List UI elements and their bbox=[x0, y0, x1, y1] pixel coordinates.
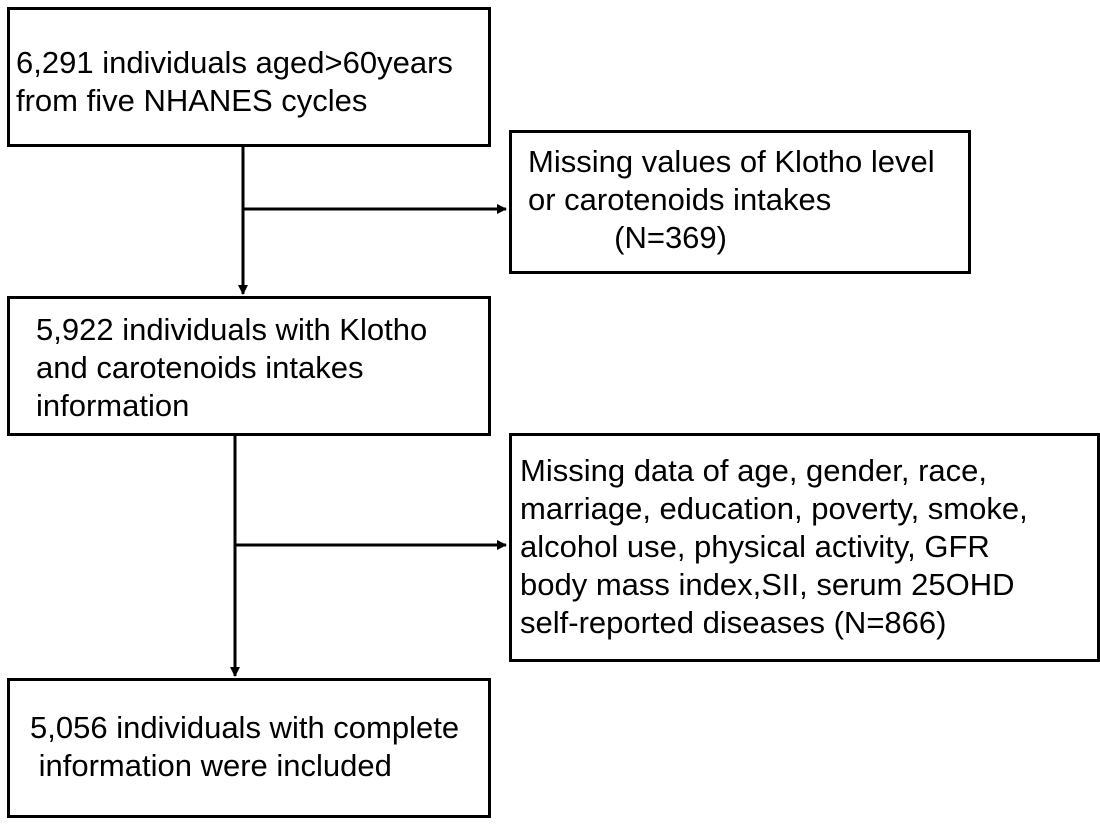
box-text-line: marriage, education, poverty, smoke, bbox=[520, 491, 1028, 526]
box-text-line: from five NHANES cycles bbox=[16, 83, 368, 118]
box-text-line: self-reported diseases (N=866) bbox=[520, 605, 947, 640]
box-text-line: information bbox=[36, 388, 190, 423]
box-text-line: 5,056 individuals with complete bbox=[30, 710, 460, 745]
box-initial-population bbox=[7, 7, 491, 147]
box-text-line: 5,922 individuals with Klotho bbox=[36, 312, 428, 347]
box-text-line: alcohol use, physical activity, GFR bbox=[520, 529, 990, 564]
box-klotho-carotenoids-population bbox=[7, 296, 491, 436]
box-text-line: Missing values of Klotho level bbox=[528, 144, 935, 179]
box-exclusion-missing-covariates bbox=[509, 433, 1100, 662]
box-text-line: body mass index,SII, serum 25OHD bbox=[520, 567, 1015, 602]
box-exclusion-missing-klotho bbox=[509, 130, 971, 274]
box-final-population bbox=[7, 678, 491, 818]
box-text-line: (N=369) bbox=[528, 220, 727, 255]
box-text-line: 6,291 individuals aged>60years bbox=[16, 45, 453, 80]
box-text-line: or carotenoids intakes bbox=[528, 182, 832, 217]
box-text-line: information were included bbox=[30, 748, 392, 783]
box-text-line: Missing data of age, gender, race, bbox=[520, 453, 988, 488]
box-text-line: and carotenoids intakes bbox=[36, 350, 364, 385]
